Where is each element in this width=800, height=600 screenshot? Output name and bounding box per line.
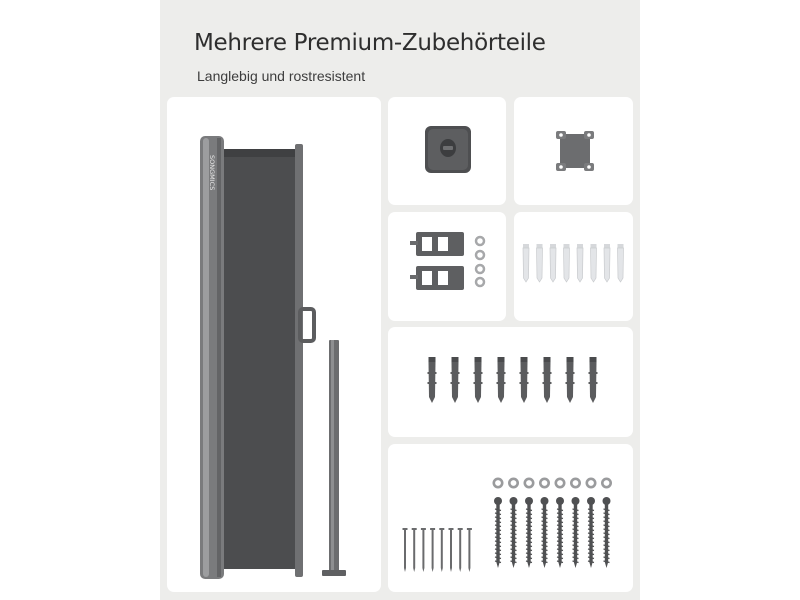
card-wall-brackets — [388, 212, 506, 321]
card-wall-plugs-white — [514, 212, 633, 321]
card-end-cap — [388, 97, 506, 205]
product-feature-panel — [160, 0, 640, 600]
large-screw — [525, 497, 533, 568]
gray-wall-plug — [474, 357, 483, 403]
white-wall-plug — [604, 244, 610, 282]
white-wall-plug — [537, 244, 543, 282]
washer — [587, 479, 595, 487]
gray-wall-plugs-image — [388, 327, 633, 437]
washer — [494, 479, 502, 487]
gray-wall-plug — [589, 357, 598, 403]
bracket-bottom — [410, 266, 464, 290]
large-screw — [556, 497, 564, 568]
large-screw — [541, 497, 549, 568]
screws-washers-image — [388, 444, 633, 592]
white-wall-plugs-image — [514, 212, 633, 321]
washer — [556, 479, 564, 487]
end-cap-image — [388, 97, 506, 205]
wall-brackets-image — [388, 212, 506, 321]
card-screws-and-washers — [388, 444, 633, 592]
page-title: Mehrere Premium-Zubehörteile — [194, 30, 546, 56]
white-wall-plug — [591, 244, 597, 282]
awning-fabric — [224, 149, 297, 569]
white-wall-plug — [577, 244, 583, 282]
large-screw — [510, 497, 518, 568]
white-wall-plug — [523, 244, 529, 282]
small-screw — [403, 528, 408, 572]
large-screw — [603, 497, 611, 568]
washers — [476, 237, 484, 286]
card-mounting-plate — [514, 97, 633, 205]
small-screw — [467, 528, 472, 572]
washer — [525, 479, 533, 487]
small-screw — [412, 528, 417, 572]
retractable-awning-image — [167, 97, 381, 592]
post-base — [322, 570, 346, 576]
small-screw — [458, 528, 463, 572]
gray-wall-plug — [520, 357, 529, 403]
gray-wall-plug — [543, 357, 552, 403]
large-screw — [587, 497, 595, 568]
bracket-top — [410, 232, 464, 256]
awning-pull-bar — [295, 144, 303, 577]
card-wall-plugs-gray — [388, 327, 633, 437]
washer — [540, 479, 548, 487]
page-subtitle: Langlebig und rostresistent — [197, 68, 366, 84]
brand-mark: SONGMICS — [208, 155, 216, 191]
gray-wall-plug — [428, 357, 437, 403]
white-wall-plug — [618, 244, 624, 282]
washer — [602, 479, 610, 487]
white-wall-plug — [564, 244, 570, 282]
small-screw — [421, 528, 426, 572]
white-wall-plug — [550, 244, 556, 282]
gray-wall-plug — [451, 357, 460, 403]
small-screw — [430, 528, 435, 572]
card-main-product — [167, 97, 381, 592]
washer — [571, 479, 579, 487]
mounting-plate-image — [514, 97, 633, 205]
small-screw — [449, 528, 454, 572]
small-screw — [439, 528, 444, 572]
large-screw — [572, 497, 580, 568]
gray-wall-plug — [566, 357, 575, 403]
large-screw — [494, 497, 502, 568]
gray-wall-plug — [497, 357, 506, 403]
washer — [509, 479, 517, 487]
